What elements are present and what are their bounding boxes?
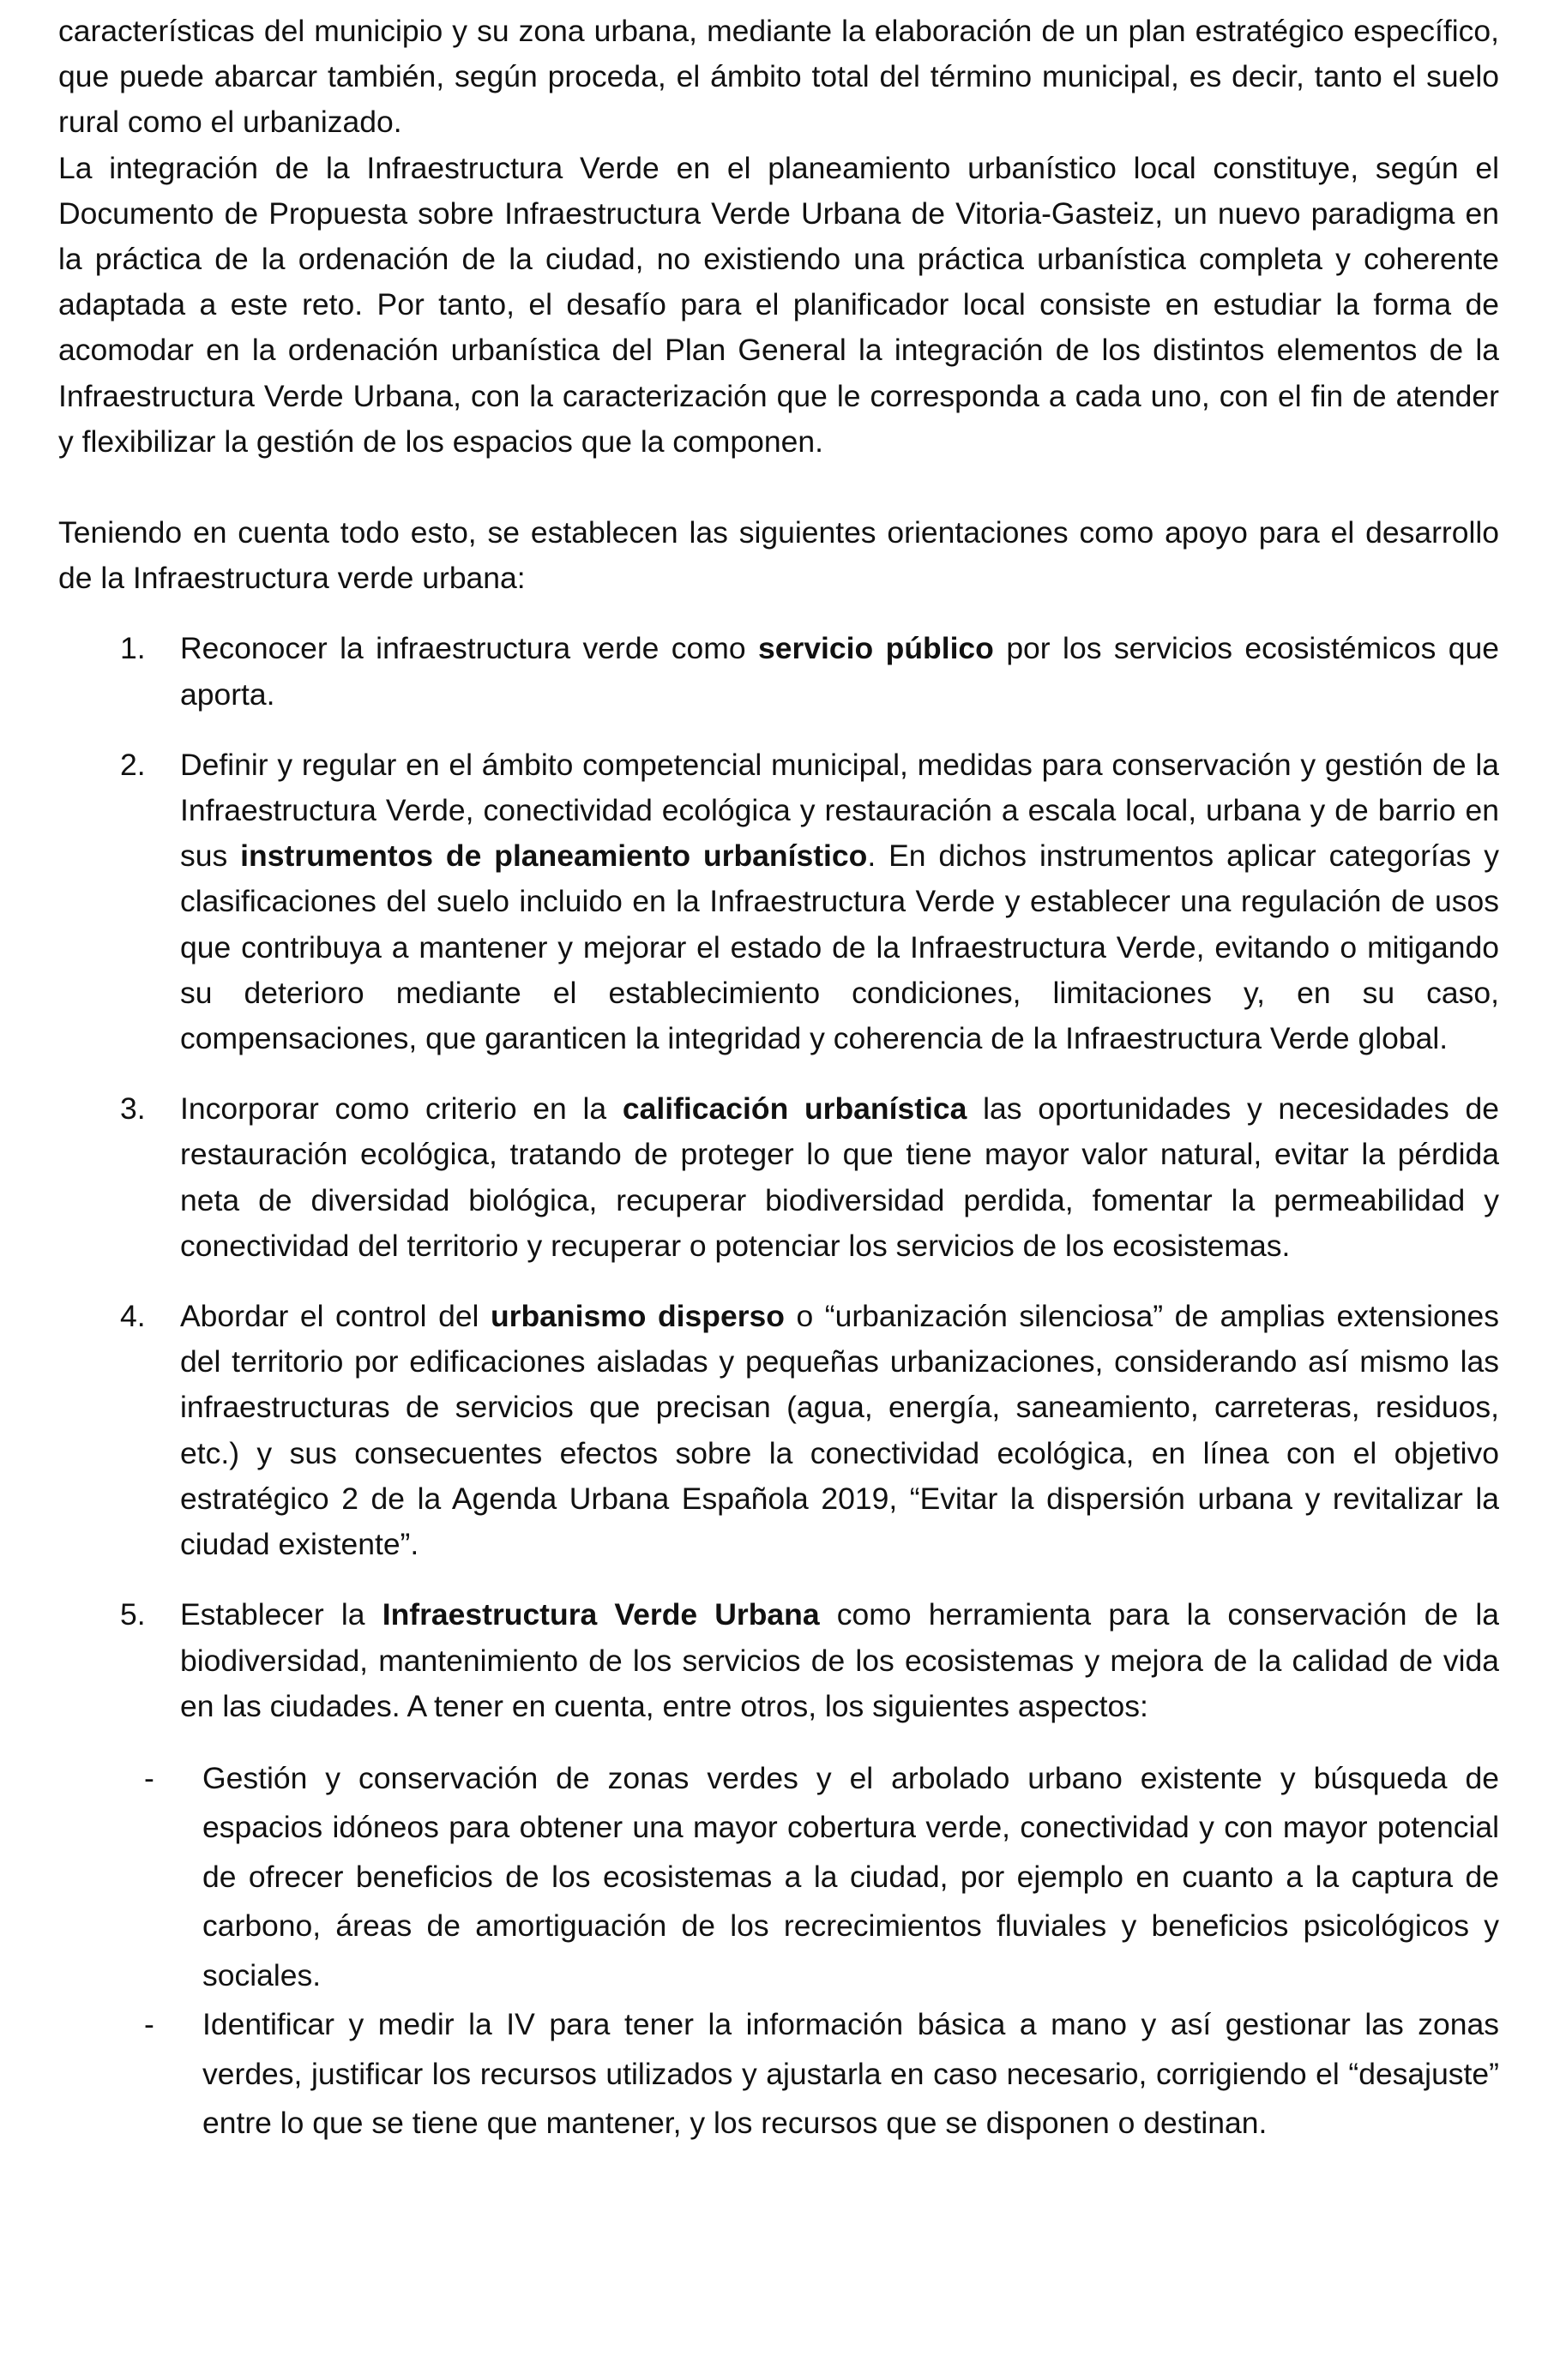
list-text: Establecer la [180, 1597, 382, 1632]
dash-marker: - [144, 1760, 154, 1795]
spacer [58, 465, 1499, 510]
spacer [58, 601, 1499, 626]
list-text-bold: Infraestructura Verde Urbana [382, 1597, 820, 1632]
spacer [58, 1729, 1499, 1754]
list-item [58, 1592, 1499, 1729]
list-text-bold: servicio público [758, 631, 994, 666]
dash-text: Identificar y medir la IV para tener la información básica a mano y así gestionar las zonas verdes, justificar los recursos utilizados y ajustarla en caso necesario, corrigiendo el “desajuste” entre lo que se tiene que mantener, y los recursos que se disponen o destinan. [202, 2007, 1499, 2141]
aspects-list [58, 1754, 1499, 2149]
spacer [58, 1567, 1499, 1592]
list-text: Reconocer la infraestructura verde como [180, 631, 759, 666]
list-text: Abordar el control del [180, 1299, 491, 1334]
list-item [58, 1086, 1499, 1269]
list-text-bold: calificación urbanística [622, 1091, 967, 1127]
document-page [58, 9, 1499, 2149]
list-text-bold: urbanismo disperso [490, 1299, 785, 1334]
orientations-list [58, 626, 1499, 1728]
paragraph-intro: características del municipio y su zona urbana, mediante la elaboración de un plan estratégico específico, que puede abarcar también, según proceda, el ámbito total del término municipal, es decir, tanto el suelo rural como el urbanizado. [58, 14, 1499, 140]
list-item [58, 626, 1499, 717]
list-text: Definir y regular en el ámbito competencial municipal, medidas para conservación y gestión de la Infraestructura Verde, conectividad ecológica y restauración a escala local, urbana y de barrio en sus [180, 747, 1499, 874]
dash-item [58, 2000, 1499, 2149]
list-text-bold: instrumentos de planeamiento urbanístico [240, 838, 868, 874]
paragraph-orientations: Teniendo en cuenta todo esto, se establecen las siguientes orientaciones como apoyo para el desarrollo de la Infraestructura verde urbana: [58, 515, 1499, 596]
list-text: como herramienta para la conservación de la biodiversidad, mantenimiento de los servicios de los ecosistemas y mejora de la calidad de vida en las ciudades. A tener en cuenta, entre otros, los siguientes aspectos: [180, 1597, 1499, 1723]
list-number: 5. [120, 1597, 146, 1632]
list-item [58, 1294, 1499, 1567]
spacer [58, 1269, 1499, 1294]
paragraph-integration: La integración de la Infraestructura Verde en el planeamiento urbanístico local constituye, según el Documento de Propuesta sobre Infraestructura Verde Urbana de Vitoria-Gasteiz, un nuevo paradigma en la práctica de la ordenación de la ciudad, no existiendo una práctica urbanística completa y coherente adaptada a este reto. Por tanto, el desafío para el planificador local consiste en estudiar la forma de acomodar en la ordenación urbanística del Plan General la integración de los distintos elementos de la Infraestructura Verde Urbana, con la caracterización que le corresponda a cada uno, con el fin de atender y flexibilizar la gestión de los espacios que la componen. [58, 150, 1499, 459]
dash-item [58, 1754, 1499, 2001]
dash-marker: - [144, 2007, 154, 2042]
list-text: . En dichos instrumentos aplicar categorías y clasificaciones del suelo incluido en la Infraestructura Verde y establecer una regulación de usos que contribuya a mantener y mejorar el estado de la Infraestructura Verde, evitando o mitigando su deterioro mediante el establecimiento condiciones, limitaciones y, en su caso, compensaciones, que garanticen la integridad y coherencia de la Infraestructura Verde global. [180, 838, 1499, 1056]
spacer [58, 1061, 1499, 1086]
list-item [58, 742, 1499, 1061]
list-number: 3. [120, 1091, 146, 1127]
list-number: 2. [120, 747, 146, 782]
list-number: 4. [120, 1299, 146, 1334]
list-number: 1. [120, 631, 146, 666]
list-text: o “urbanización silenciosa” de amplias extensiones del territorio por edificaciones aisladas y pequeñas urbanizaciones, considerando así mismo las infraestructuras de servicios que precisan (agua, energía, saneamiento, carreteras, residuos, etc.) y sus consecuentes efectos sobre la conectividad ecológica, en línea con el objetivo estratégico 2 de la Agenda Urbana Española 2019, “Evitar la dispersión urbana y revitalizar la ciudad existente”. [180, 1299, 1499, 1562]
list-text: las oportunidades y necesidades de restauración ecológica, tratando de proteger lo que tiene mayor valor natural, evitar la pérdida neta de diversidad biológica, recuperar biodiversidad perdida, fomentar la permeabilidad y conectividad del territorio y recuperar o potenciar los servicios de los ecosistemas. [180, 1091, 1499, 1263]
dash-text: Gestión y conservación de zonas verdes y el arbolado urbano existente y búsqueda de espacios idóneos para obtener una mayor cobertura verde, conectividad y con mayor potencial de ofrecer beneficios de los ecosistemas a la ciudad, por ejemplo en cuanto a la captura de carbono, áreas de amortiguación de los recrecimientos fluviales y beneficios psicológicos y sociales. [202, 1760, 1499, 1992]
spacer [58, 718, 1499, 742]
list-text: por los servicios ecosistémicos que aporta. [180, 631, 1500, 712]
list-text: Incorporar como criterio en la [180, 1091, 623, 1127]
